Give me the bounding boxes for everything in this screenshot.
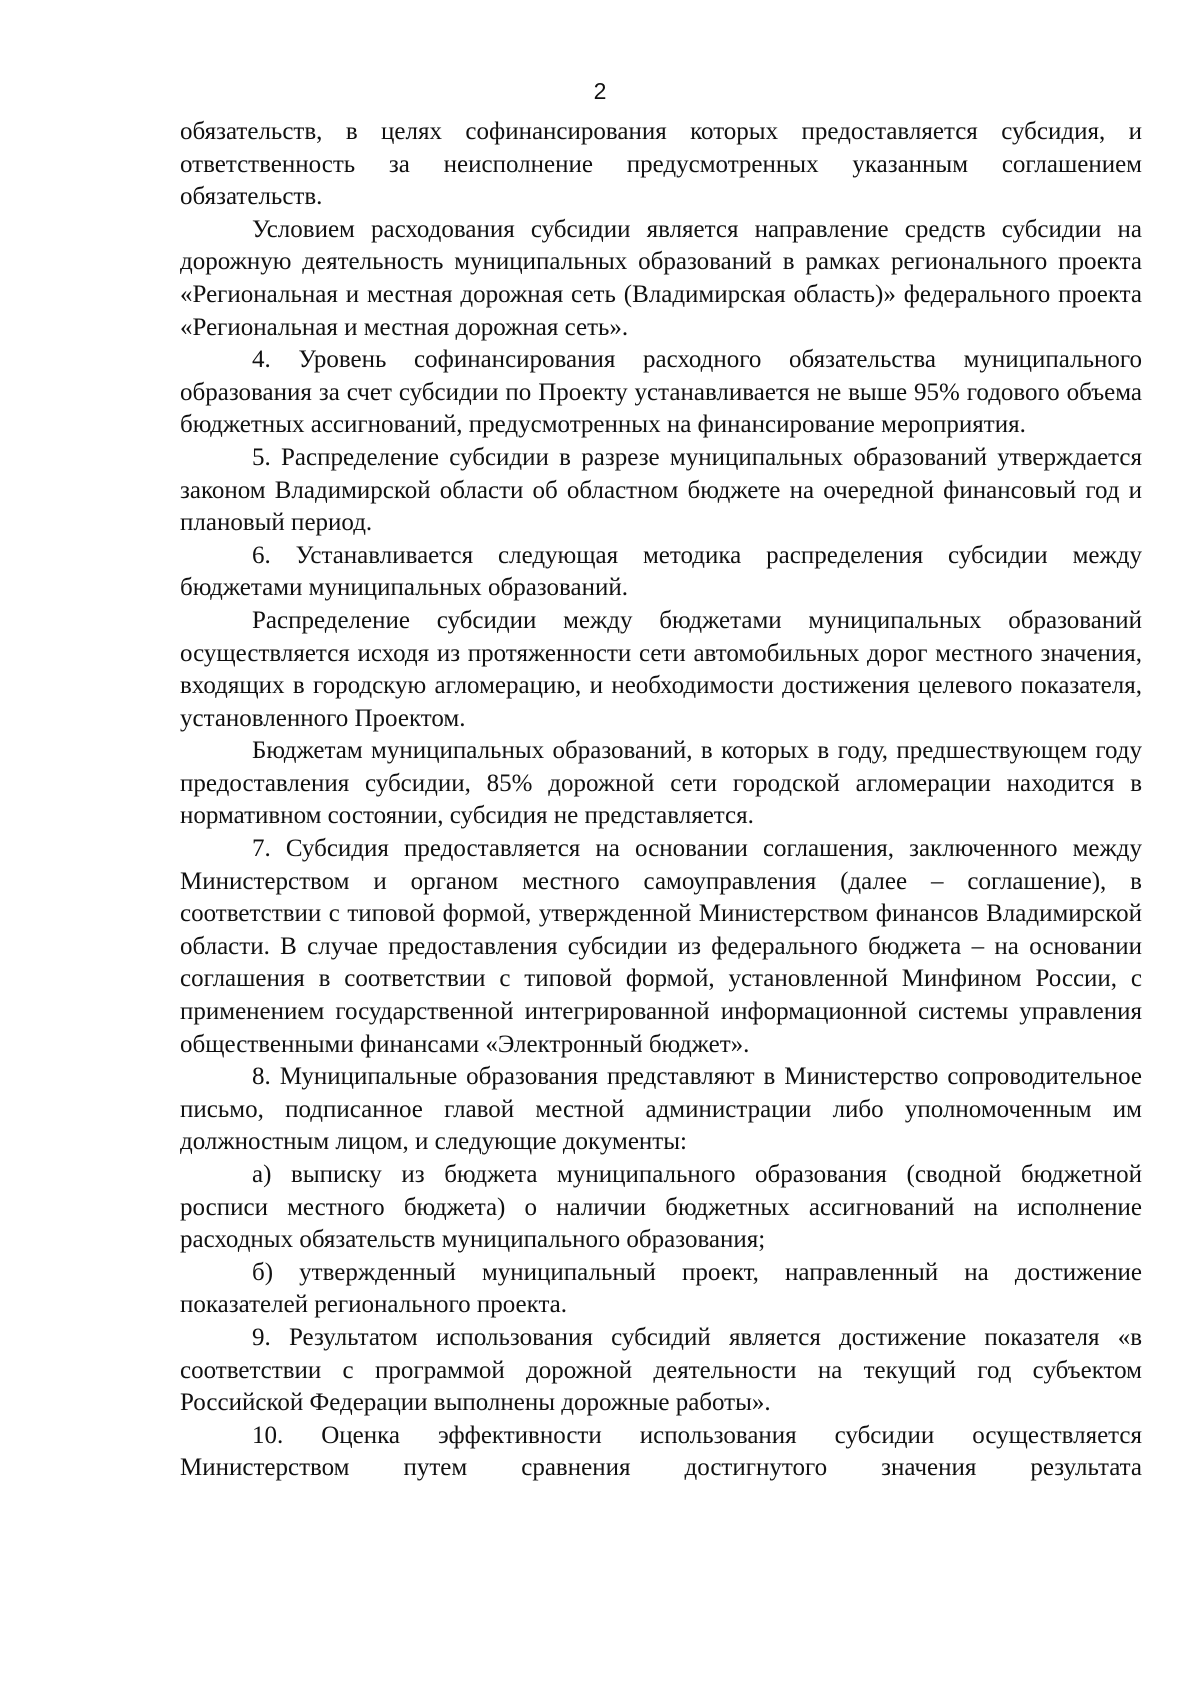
paragraph: Бюджетам муниципальных образований, в которых в году, предшествующем году предоставления субсидии, 85% дорожной сети городской агломерации находится в нормативном состоянии, субсидия не представляется. bbox=[180, 737, 1142, 830]
paragraph: обязательств, в целях софинансирования которых предоставляется субсидия, и ответственность за неисполнение предусмотренных указанным соглашением обязательств. bbox=[180, 118, 1142, 211]
page-number: 2 bbox=[593, 78, 607, 104]
paragraph: 7. Субсидия предоставляется на основании соглашения, заключенного между Министерством и органом местного самоуправления (далее – соглашение), в соответствии с типовой формой, утвержденной Министерством финансов Владимирской области. В случае предоставления субсидии из федерального бюджета – на основании соглашения в соответствии с типовой формой, установленной Минфином России, с применением государственной интегрированной информационной системы управления общественными финансами «Электронный бюджет». bbox=[180, 835, 1142, 1058]
paragraph: Условием расходования субсидии является направление средств субсидии на дорожную деятельность муниципальных образований в рамках регионального проекта «Региональная и местная дорожная сеть (Владимирская область)» федерального проекта «Региональная и местная дорожная сеть». bbox=[180, 215, 1142, 341]
document-body bbox=[180, 116, 1142, 1485]
paragraph: б) утвержденный муниципальный проект, направленный на достижение показателей регионального проекта. bbox=[180, 1258, 1142, 1319]
paragraph: а) выписку из бюджета муниципального образования (сводной бюджетной росписи местного бюджета) о наличии бюджетных ассигнований на исполнение расходных обязательств муниципального образования; bbox=[180, 1161, 1142, 1254]
paragraph: 9. Результатом использования субсидий является достижение показателя «в соответствии с программой дорожной деятельности на текущий год субъектом Российской Федерации выполнены дорожные работы». bbox=[180, 1323, 1142, 1417]
paragraph: 4. Уровень софинансирования расходного обязательства муниципального образования за счет субсидии по Проекту устанавливается не выше 95% годового объема бюджетных ассигнований, предусмотренных на финансирование мероприятия. bbox=[180, 346, 1142, 439]
paragraph: 5. Распределение субсидии в разрезе муниципальных образований утверждается законом Владимирской области об областном бюджете на очередной финансовый год и плановый период. bbox=[180, 443, 1142, 537]
paragraph: 10. Оценка эффективности использования субсидии осуществляется Министерством путем сравнения достигнутого значения результата bbox=[180, 1421, 1142, 1482]
paragraph: 8. Муниципальные образования представляют в Министерство сопроводительное письмо, подписанное главой местной администрации либо уполномоченным им должностным лицом, и следующие документы: bbox=[180, 1063, 1142, 1156]
paragraph: Распределение субсидии между бюджетами муниципальных образований осуществляется исходя из протяженности сети автомобильных дорог местного значения, входящих в городскую агломерацию, и необходимости достижения целевого показателя, установленного Проектом. bbox=[180, 606, 1142, 732]
paragraph: 6. Устанавливается следующая методика распределения субсидии между бюджетами муниципальных образований. bbox=[180, 541, 1142, 602]
